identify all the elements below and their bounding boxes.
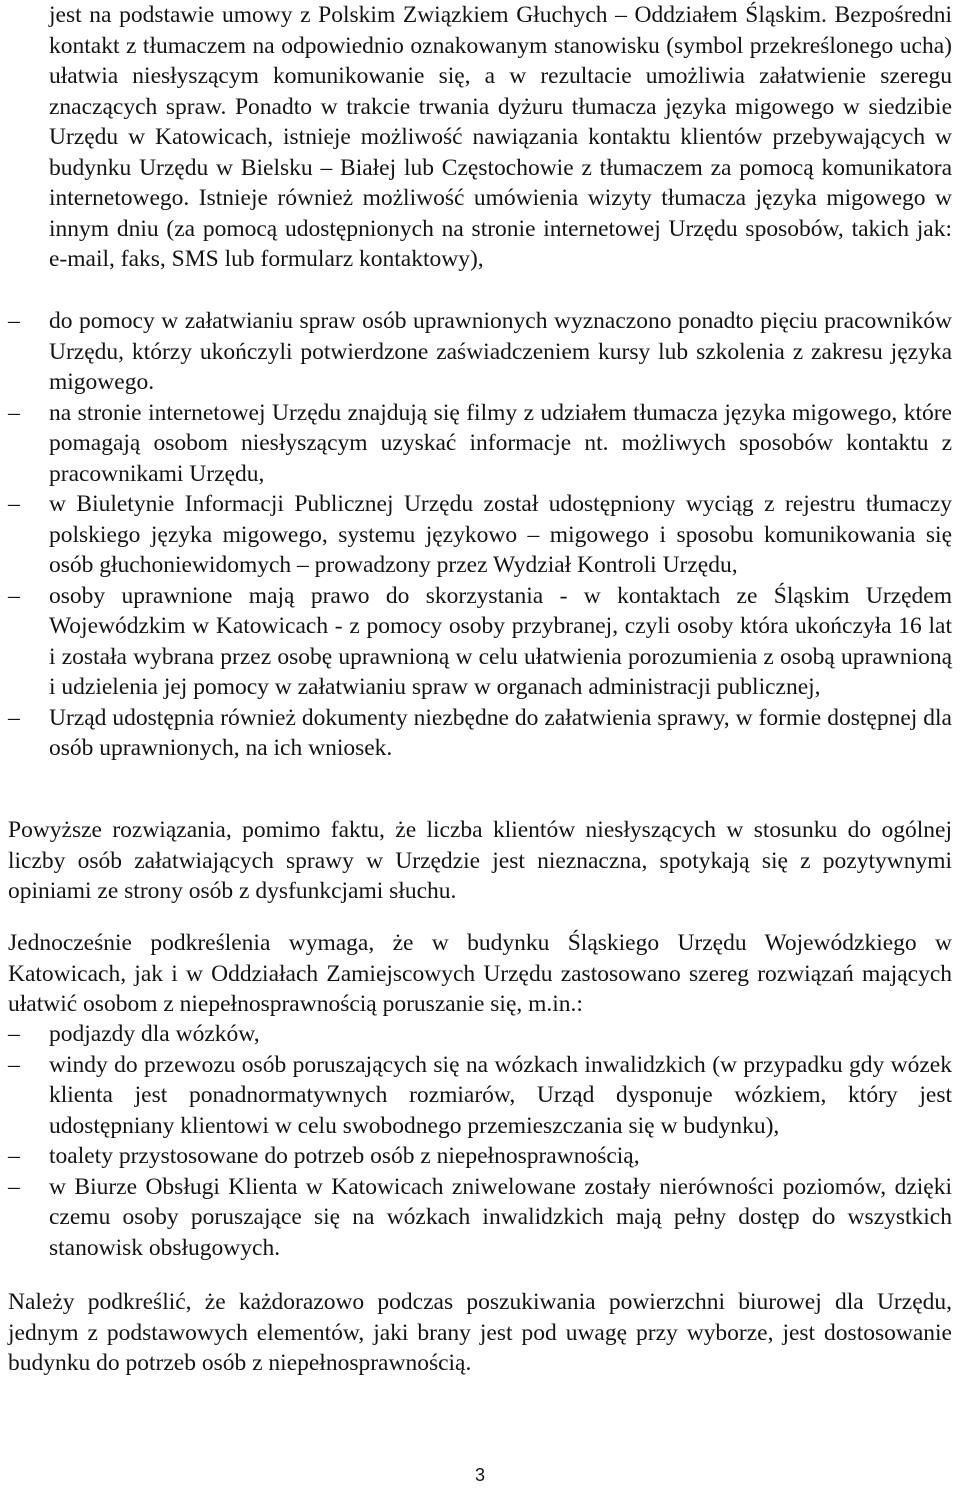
list-item [8,1172,952,1264]
dash-bullet: – [8,1051,20,1078]
list-item-text: Urząd udostępnia również dokumenty niezbędne do załatwienia sprawy, w formie dostępnej dla osób uprawnionych, na ich wniosek. [49,704,952,761]
list-item [8,306,952,398]
list-item [8,1141,952,1172]
list-item-text: podjazdy dla wózków, [49,1021,260,1047]
dash-bullet: – [8,399,20,426]
continuation-paragraph: jest na podstawie umowy z Polskim Związkiem Głuchych – Oddziałem Śląskim. Bezpośredni kontakt z tłumaczem na odpowiednio oznakowanym stanowisku (symbol przekreślonego ucha) ułatwia niesłyszącym komunikowanie się, a w rezultacie umożliwia załatwienie szeregu znaczących spraw. Ponadto w trakcie trwania dyżuru tłumacza języka migowego w siedzibie Urzędu w Katowicach, istnieje możliwość nawiązania kontaktu klientów przebywających w budynku Urzędu w Bielsku – Białej lub Częstochowie z tłumaczem za pomocą komunikatora internetowego. Istnieje również możliwość umówienia wizyty tłumacza języka migowego w innym dniu (za pomocą udostępnionych na stronie internetowej Urzędu sposobów, takich jak: e-mail, faks, SMS lub formularz kontaktowy), [49,2,952,272]
list-item [8,581,952,703]
list-item-text: na stronie internetowej Urzędu znajdują się filmy z udziałem tłumacza języka migowego, które pomagają osobom niesłyszącym uzyskać informacje nt. możliwych sposobów kontaktu z pracownikami Urzędu, [49,399,952,487]
list-item [8,398,952,490]
list-item [8,1050,952,1142]
dash-bullet: – [8,1021,20,1047]
page-number: 3 [474,1465,485,1485]
list-item-text: toalety przystosowane do potrzeb osób z niepełnosprawnością, [49,1143,640,1169]
accessibility-list [8,306,952,764]
list-item-text: w Biurze Obsługi Klienta w Katowicach zniwelowane zostały nierówności poziomów, dzięki czemu osoby poruszające się na wózkach inwalidzkich mają pełny dostęp do wszystkich stanowisk obsługowych. [49,1173,952,1261]
dash-bullet: – [8,308,20,334]
list-item-text: windy do przewozu osób poruszających się na wózkach inwalidzkich (w przypadku gdy wózek klienta jest ponadnormatywnych rozmiarów, Urząd dysponuje wózkiem, który jest udostępniany klientowi w celu swobodnego przemieszczania się w budynku), [49,1051,952,1139]
list-item [8,703,952,764]
paragraph-office-search: Należy podkreślić, że każdorazowo podczas poszukiwania powierzchni biurowej dla Urzędu, jednym z podstawowych elementów, jaki brany jest pod uwagę przy wyborze, jest dostosowanie budynku do potrzeb osób z niepełnosprawnością. [8,1289,952,1376]
paragraph-positive-opinions: Powyższe rozwiązania, pomimo faktu, że liczba klientów niesłyszących w stosunku do ogólnej liczby osób załatwiających sprawy w Urzędzie jest nieznaczna, spotykają się z pozytywnymi opiniami ze strony osób z dysfunkcjami słuchu. [8,817,952,904]
dash-bullet: – [8,1173,20,1200]
list-item-text: w Biuletynie Informacji Publicznej Urzędu został udostępniony wyciąg z rejestru tłumaczy polskiego języka migowego, systemu językowo – migowego i sposobu komunikowania się osób głuchoniewidomych – prowadzony przez Wydział Kontroli Urzędu, [49,491,952,578]
dash-bullet: – [8,704,20,731]
paragraph-mobility-solutions: Jednocześnie podkreślenia wymaga, że w budynku Śląskiego Urzędu Wojewódzkiego w Katowicach, jak i w Oddziałach Zamiejscowych Urzędu zastosowano szereg rozwiązań mających ułatwić osobom z niepełnosprawnością poruszanie się, m.in.: [8,930,952,1017]
list-item-text: do pomocy w załatwianiu spraw osób uprawnionych wyznaczono ponadto pięciu pracowników Urzędu, którzy ukończyli potwierdzone zaświadczeniem kursy lub szkolenia z zakresu języka migowego. [49,308,952,395]
list-item-text: osoby uprawnione mają prawo do skorzystania - w kontaktach ze Śląskim Urzędem Wojewódzkim w Katowicach - z pomocy osoby przybranej, czyli osoby która ukończyła 16 lat i została wybrana przez osobę uprawnioną w celu ułatwienia porozumienia z osobą uprawnioną i udzielenia jej pomocy w załatwianiu spraw w organach administracji publicznej, [49,582,952,700]
continuation-item [8,0,952,275]
mobility-list [8,1019,952,1263]
list-item [8,489,952,581]
dash-bullet: – [8,582,20,609]
list-item [8,1019,952,1050]
dash-bullet: – [8,491,20,517]
dash-bullet: – [8,1143,20,1169]
